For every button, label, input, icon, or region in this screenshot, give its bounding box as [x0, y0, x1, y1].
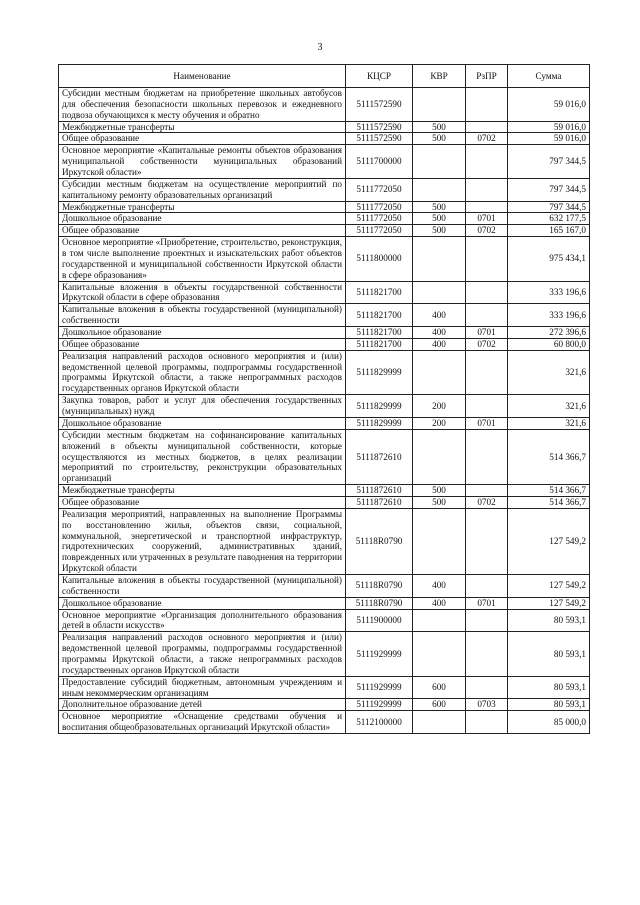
- table-row: [59, 632, 590, 676]
- column-header-kvr: КВР: [413, 65, 466, 88]
- cell-name: Общее образование: [59, 225, 346, 237]
- table-row: [59, 508, 590, 574]
- cell-rzpr: 0702: [466, 496, 508, 508]
- cell-rzpr: [466, 350, 508, 394]
- cell-name: Дошкольное образование: [59, 213, 346, 225]
- cell-sum: 85 000,0: [508, 711, 590, 734]
- cell-rzpr: 0702: [466, 338, 508, 350]
- cell-rzpr: [466, 632, 508, 676]
- cell-sum: 80 593,1: [508, 632, 590, 676]
- cell-kcsr: 51118R0790: [346, 597, 413, 609]
- cell-rzpr: [466, 121, 508, 133]
- cell-name: Межбюджетные трансферты: [59, 201, 346, 213]
- cell-name: Дошкольное образование: [59, 417, 346, 429]
- table-row: [59, 429, 590, 484]
- cell-kcsr: 5111872610: [346, 485, 413, 497]
- table-row: [59, 327, 590, 339]
- cell-rzpr: [466, 485, 508, 497]
- table-row: [59, 213, 590, 225]
- table-row: [59, 699, 590, 711]
- cell-sum: 333 196,6: [508, 281, 590, 304]
- column-header-rzpr: РзПР: [466, 65, 508, 88]
- cell-name: Общее образование: [59, 133, 346, 145]
- table-row: [59, 350, 590, 394]
- column-header-kcsr: КЦСР: [346, 65, 413, 88]
- cell-rzpr: [466, 201, 508, 213]
- cell-name: Основное мероприятие «Капитальные ремонты объектов образования муниципальной собственности муниципальных образований Иркутской области»: [59, 145, 346, 179]
- cell-kvr: 500: [413, 225, 466, 237]
- page-number: 3: [317, 42, 323, 53]
- cell-sum: 321,6: [508, 350, 590, 394]
- cell-sum: 797 344,5: [508, 178, 590, 201]
- table-row: [59, 145, 590, 179]
- table-row: [59, 88, 590, 122]
- cell-rzpr: [466, 508, 508, 574]
- cell-sum: 80 593,1: [508, 609, 590, 632]
- cell-kcsr: 5111700000: [346, 145, 413, 179]
- cell-sum: 333 196,6: [508, 304, 590, 327]
- table-row: [59, 711, 590, 734]
- cell-rzpr: [466, 88, 508, 122]
- cell-name: Капитальные вложения в объекты государственной (муниципальной) собственности: [59, 574, 346, 597]
- cell-rzpr: [466, 237, 508, 281]
- cell-kvr: 500: [413, 201, 466, 213]
- cell-kcsr: 5111572590: [346, 88, 413, 122]
- cell-kcsr: 5111772050: [346, 225, 413, 237]
- cell-kvr: [413, 508, 466, 574]
- cell-kvr: [413, 632, 466, 676]
- cell-sum: 797 344,5: [508, 145, 590, 179]
- cell-rzpr: 0703: [466, 699, 508, 711]
- cell-kvr: [413, 145, 466, 179]
- cell-name: Основное мероприятие «Организация дополнительного образования детей в области искусств»: [59, 609, 346, 632]
- cell-sum: 127 549,2: [508, 508, 590, 574]
- cell-name: Общее образование: [59, 338, 346, 350]
- cell-sum: 60 800,0: [508, 338, 590, 350]
- cell-kvr: [413, 429, 466, 484]
- table-row: [59, 485, 590, 497]
- cell-kvr: [413, 237, 466, 281]
- cell-kcsr: 5111572590: [346, 133, 413, 145]
- cell-sum: 59 016,0: [508, 121, 590, 133]
- cell-kcsr: 5111872610: [346, 429, 413, 484]
- cell-sum: 272 396,6: [508, 327, 590, 339]
- cell-rzpr: 0702: [466, 133, 508, 145]
- table-row: [59, 237, 590, 281]
- cell-sum: 632 177,5: [508, 213, 590, 225]
- cell-name: Межбюджетные трансферты: [59, 485, 346, 497]
- cell-name: Основное мероприятие «Оснащение средствами обучения и воспитания общеобразовательных организаций Иркутской области»: [59, 711, 346, 734]
- cell-rzpr: [466, 609, 508, 632]
- cell-kvr: 500: [413, 133, 466, 145]
- column-header-name: Наименование: [59, 65, 346, 88]
- cell-kvr: 400: [413, 304, 466, 327]
- table-row: [59, 281, 590, 304]
- cell-kvr: 500: [413, 485, 466, 497]
- cell-sum: 514 366,7: [508, 485, 590, 497]
- cell-rzpr: [466, 145, 508, 179]
- table-row: [59, 496, 590, 508]
- cell-kcsr: 5111929999: [346, 676, 413, 699]
- cell-kvr: [413, 711, 466, 734]
- budget-table: [58, 64, 590, 734]
- cell-kvr: 600: [413, 699, 466, 711]
- cell-name: Реализация направлений расходов основного мероприятия и (или) ведомственной целевой программы, подпрограммы государственной программы Иркутской области, а также непрограммных расходов государственных органов Иркутской области: [59, 632, 346, 676]
- cell-kcsr: 5111772050: [346, 213, 413, 225]
- cell-sum: 514 366,7: [508, 496, 590, 508]
- cell-kcsr: 5111872610: [346, 496, 413, 508]
- cell-kvr: [413, 609, 466, 632]
- cell-kcsr: 5111900000: [346, 609, 413, 632]
- column-header-sum: Сумма: [508, 65, 590, 88]
- cell-rzpr: [466, 429, 508, 484]
- cell-sum: 165 167,0: [508, 225, 590, 237]
- cell-name: Субсидии местным бюджетам на осуществление мероприятий по капитальному ремонту образовательных организаций: [59, 178, 346, 201]
- cell-kvr: 200: [413, 395, 466, 418]
- cell-kvr: 400: [413, 597, 466, 609]
- cell-rzpr: [466, 711, 508, 734]
- cell-kvr: 600: [413, 676, 466, 699]
- cell-kcsr: 5111572590: [346, 121, 413, 133]
- cell-name: Закупка товаров, работ и услуг для обеспечения государственных (муниципальных) нужд: [59, 395, 346, 418]
- cell-name: Капитальные вложения в объекты государственной (муниципальной) собственности: [59, 304, 346, 327]
- cell-kcsr: 5111772050: [346, 201, 413, 213]
- cell-kcsr: 51118R0790: [346, 574, 413, 597]
- table-row: [59, 338, 590, 350]
- cell-name: Реализация мероприятий, направленных на выполнение Программы по восстановлению жилья, объектов связи, социальной, коммунальной, энергетической и транспортной инфраструктур, гидротехнических сооружений, административных зданий, поврежденных или утраченных в результате паводнения на территории Иркутской области: [59, 508, 346, 574]
- table-row: [59, 574, 590, 597]
- cell-kcsr: 5111929999: [346, 632, 413, 676]
- cell-rzpr: [466, 281, 508, 304]
- table-row: [59, 417, 590, 429]
- cell-name: Дополнительное образование детей: [59, 699, 346, 711]
- cell-rzpr: [466, 304, 508, 327]
- table-row: [59, 201, 590, 213]
- cell-kcsr: 5111821700: [346, 281, 413, 304]
- cell-rzpr: 0701: [466, 417, 508, 429]
- table-row: [59, 597, 590, 609]
- cell-rzpr: [466, 178, 508, 201]
- cell-sum: 127 549,2: [508, 574, 590, 597]
- cell-kcsr: 5112100000: [346, 711, 413, 734]
- cell-rzpr: [466, 395, 508, 418]
- cell-name: Общее образование: [59, 496, 346, 508]
- cell-sum: 59 016,0: [508, 133, 590, 145]
- table-row: [59, 133, 590, 145]
- cell-rzpr: [466, 574, 508, 597]
- table-row: [59, 178, 590, 201]
- cell-kcsr: 51118R0790: [346, 508, 413, 574]
- table-header-row: [59, 65, 590, 88]
- cell-name: Капитальные вложения в объекты государственной собственности Иркутской области в сфере образования: [59, 281, 346, 304]
- cell-name: Дошкольное образование: [59, 597, 346, 609]
- cell-kvr: 400: [413, 574, 466, 597]
- cell-name: Реализация направлений расходов основного мероприятия и (или) ведомственной целевой программы, подпрограммы государственной программы Иркутской области, а также непрограммных расходов государственных органов Иркутской области: [59, 350, 346, 394]
- cell-kcsr: 5111829999: [346, 350, 413, 394]
- cell-name: Предоставление субсидий бюджетным, автономным учреждениям и иным некоммерческим организациям: [59, 676, 346, 699]
- cell-kvr: 500: [413, 496, 466, 508]
- cell-kcsr: 5111821700: [346, 338, 413, 350]
- cell-kcsr: 5111821700: [346, 304, 413, 327]
- cell-kvr: 200: [413, 417, 466, 429]
- cell-sum: 127 549,2: [508, 597, 590, 609]
- table-row: [59, 395, 590, 418]
- cell-kvr: [413, 88, 466, 122]
- cell-sum: 514 366,7: [508, 429, 590, 484]
- cell-sum: 80 593,1: [508, 699, 590, 711]
- cell-rzpr: 0701: [466, 597, 508, 609]
- cell-name: Субсидии местным бюджетам на софинансирование капитальных вложений в объекты муниципальной собственности, которые осуществляются из местных бюджетов, в целях реализации мероприятий по строительству, реконструкции образовательных организаций: [59, 429, 346, 484]
- cell-name: Основное мероприятие «Приобретение, строительство, реконструкция, в том числе выполнение проектных и изыскательских работ объектов государственной и муниципальной собственности Иркутской области в сфере образования»: [59, 237, 346, 281]
- cell-kcsr: 5111829999: [346, 395, 413, 418]
- cell-sum: 321,6: [508, 395, 590, 418]
- table-row: [59, 676, 590, 699]
- cell-kvr: 400: [413, 338, 466, 350]
- table-row: [59, 121, 590, 133]
- cell-kvr: 500: [413, 213, 466, 225]
- cell-kcsr: 5111772050: [346, 178, 413, 201]
- cell-rzpr: 0702: [466, 225, 508, 237]
- cell-kcsr: 5111821700: [346, 327, 413, 339]
- cell-kvr: 400: [413, 327, 466, 339]
- table-row: [59, 225, 590, 237]
- cell-kcsr: 5111929999: [346, 699, 413, 711]
- cell-name: Дошкольное образование: [59, 327, 346, 339]
- table-row: [59, 609, 590, 632]
- cell-kvr: [413, 281, 466, 304]
- cell-rzpr: [466, 676, 508, 699]
- cell-kvr: [413, 350, 466, 394]
- cell-kvr: [413, 178, 466, 201]
- cell-rzpr: 0701: [466, 327, 508, 339]
- cell-sum: 59 016,0: [508, 88, 590, 122]
- cell-name: Межбюджетные трансферты: [59, 121, 346, 133]
- cell-kcsr: 5111829999: [346, 417, 413, 429]
- cell-name: Субсидии местным бюджетам на приобретение школьных автобусов для обеспечения безопасности школьных перевозок и ежедневного подвоза обучающихся к месту обучения и обратно: [59, 88, 346, 122]
- cell-sum: 80 593,1: [508, 676, 590, 699]
- cell-sum: 797 344,5: [508, 201, 590, 213]
- cell-kvr: 500: [413, 121, 466, 133]
- cell-sum: 321,6: [508, 417, 590, 429]
- table-row: [59, 304, 590, 327]
- cell-sum: 975 434,1: [508, 237, 590, 281]
- cell-rzpr: 0701: [466, 213, 508, 225]
- cell-kcsr: 5111800000: [346, 237, 413, 281]
- table-body: [59, 88, 590, 734]
